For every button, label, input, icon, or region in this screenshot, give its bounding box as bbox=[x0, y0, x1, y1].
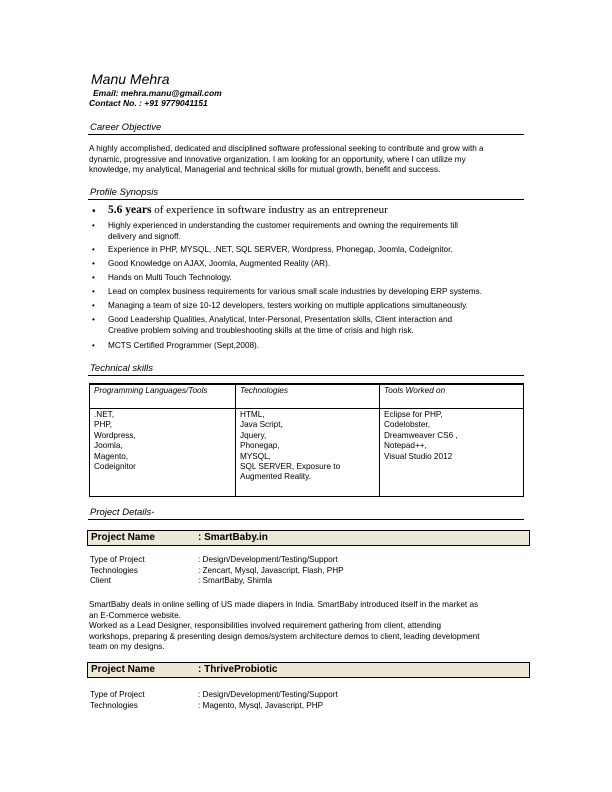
description-line: workshops, preparing & presenting design demos/system architecture demos to client, leading development bbox=[89, 631, 480, 641]
project-field-label: Client bbox=[90, 576, 111, 585]
bullet-icon: • bbox=[92, 301, 95, 310]
technical-skills-title: Technical skills bbox=[90, 363, 154, 374]
cell-item: Magento, bbox=[94, 451, 129, 461]
synopsis-line: Highly experienced in understanding the customer requirements and owning the requirements till bbox=[108, 221, 458, 230]
cell-item: Dreamweaver CS6 , bbox=[384, 430, 458, 440]
table-cell bbox=[236, 409, 380, 497]
experience-years: 5.6 years bbox=[108, 204, 152, 216]
project-field-label: Type of Project bbox=[90, 690, 145, 699]
technical-skills-table bbox=[89, 383, 524, 497]
bullet-icon: • bbox=[92, 206, 96, 217]
cell-item: Augmented Reality. bbox=[240, 472, 311, 482]
synopsis-item bbox=[108, 221, 522, 242]
table-header: Programming Languages/Tools bbox=[90, 384, 236, 409]
synopsis-line: Creative problem solving and troubleshooting skills at the time of crisis and high risk. bbox=[108, 325, 414, 335]
project-name: : ThriveProbiotic bbox=[198, 664, 278, 675]
table-cell bbox=[90, 409, 236, 497]
cell-item: Visual Studio 2012 bbox=[384, 451, 453, 461]
experience-line bbox=[108, 205, 522, 216]
cell-item: Java Script, bbox=[240, 420, 283, 430]
bullet-icon: • bbox=[92, 341, 95, 350]
description-line: SmartBaby deals in online selling of US made diapers in India. SmartBaby introduced itself in the market as bbox=[89, 600, 479, 609]
section-divider bbox=[88, 199, 524, 200]
cell-item: Joomla, bbox=[94, 441, 123, 451]
project-header-bar bbox=[87, 530, 530, 546]
bullet-icon: • bbox=[92, 273, 95, 282]
cell-item: SQL SERVER, Exposure to bbox=[240, 462, 341, 472]
objective-line: A highly accomplished, dedicated and disciplined software professional seeking to contribute and grow with a bbox=[89, 144, 484, 153]
email-line: Email: mehra.manu@gmail.com bbox=[93, 88, 222, 98]
project-details-title: Project Details- bbox=[90, 507, 155, 518]
cell-item: Phonegap, bbox=[240, 441, 280, 451]
synopsis-item bbox=[108, 315, 522, 336]
project-name-label: Project Name bbox=[91, 664, 155, 675]
cell-item: Jquery, bbox=[240, 430, 267, 440]
contact-line: Contact No. : +91 9779041151 bbox=[89, 98, 208, 108]
project-description bbox=[89, 600, 523, 653]
description-line: an E-Commerce website. bbox=[89, 610, 181, 620]
description-line: Worked as a Lead Designer, responsibilities involved requirement gathering from client, attending bbox=[89, 621, 442, 630]
career-objective-text bbox=[89, 144, 523, 176]
synopsis-item: MCTS Certified Programmer (Sept,2008). bbox=[108, 341, 260, 350]
table-header: Technologies bbox=[236, 384, 380, 409]
description-line: team on my designs. bbox=[89, 642, 165, 651]
synopsis-item: Managing a team of size 10-12 developers, testers working on multiple applications simultaneously. bbox=[108, 301, 468, 310]
cell-item: Eclipse for PHP, bbox=[384, 410, 443, 419]
project-field-value: : Design/Development/Testing/Support bbox=[198, 555, 338, 564]
section-divider bbox=[88, 134, 524, 135]
career-objective-title: Career Objective bbox=[90, 122, 162, 133]
bullet-icon: • bbox=[92, 259, 95, 268]
synopsis-line: Good Leadership Qualities, Analytical, Inter-Personal, Presentation skills, Client interaction and bbox=[108, 315, 453, 324]
bullet-icon: • bbox=[92, 245, 95, 254]
project-field-label: Technologies bbox=[90, 566, 138, 575]
experience-text: of experience in software industry as an entrepreneur bbox=[151, 204, 388, 216]
project-field-value: : SmartBaby, Shimla bbox=[198, 576, 273, 585]
project-header-bar bbox=[87, 662, 530, 678]
candidate-name: Manu Mehra bbox=[91, 71, 170, 87]
cell-item: HTML, bbox=[240, 410, 265, 419]
section-divider bbox=[88, 375, 524, 376]
table-header: Tools Worked on bbox=[380, 384, 524, 409]
cell-item: Notepad++, bbox=[384, 441, 427, 451]
cell-item: PHP, bbox=[94, 420, 113, 430]
project-field-value: : Zencart, Mysql, Javascript, Flash, PHP bbox=[198, 566, 344, 575]
project-name-label: Project Name bbox=[91, 532, 155, 543]
synopsis-item: Experience in PHP, MYSQL, .NET, SQL SERVER, Wordpress, Phonegap, Joomla, Codeignitor. bbox=[108, 245, 453, 254]
synopsis-item: Good Knowledge on AJAX, Joomla, Augmented Reality (AR). bbox=[108, 259, 331, 268]
bullet-icon: • bbox=[92, 315, 95, 324]
synopsis-item: Hands on Multi Touch Technology. bbox=[108, 273, 232, 282]
bullet-icon: • bbox=[92, 221, 95, 230]
table-header-row bbox=[90, 384, 524, 409]
cell-item: Codelobster, bbox=[384, 420, 430, 430]
cell-item: Wordpress, bbox=[94, 430, 136, 440]
project-field-value: : Design/Development/Testing/Support bbox=[198, 690, 338, 699]
table-cell bbox=[380, 409, 524, 497]
objective-line: dynamic, progressive and innovative organization. I am looking for an opportunity, where I can utilize my bbox=[89, 154, 466, 164]
section-divider bbox=[88, 519, 524, 520]
project-field-value: : Magento, Mysql, Javascript, PHP bbox=[198, 701, 324, 710]
profile-synopsis-title: Profile Synopsis bbox=[90, 187, 159, 198]
cell-item: Codeignitor bbox=[94, 462, 136, 472]
project-field-label: Type of Project bbox=[90, 555, 145, 564]
synopsis-item: Lead on complex business requirements for various small scale industries by developing ERP systems. bbox=[108, 287, 482, 296]
cell-item: .NET, bbox=[94, 410, 115, 419]
cell-item: MYSQL, bbox=[240, 451, 271, 461]
project-field-label: Technologies bbox=[90, 701, 138, 710]
table-row bbox=[90, 409, 524, 497]
synopsis-line: delivery and signoff. bbox=[108, 231, 181, 241]
bullet-icon: • bbox=[92, 287, 95, 296]
project-name: : SmartBaby.in bbox=[198, 532, 268, 543]
objective-line: knowledge, my analytical, Managerial and technical skills for mutual growth, benefit and success. bbox=[89, 165, 441, 174]
